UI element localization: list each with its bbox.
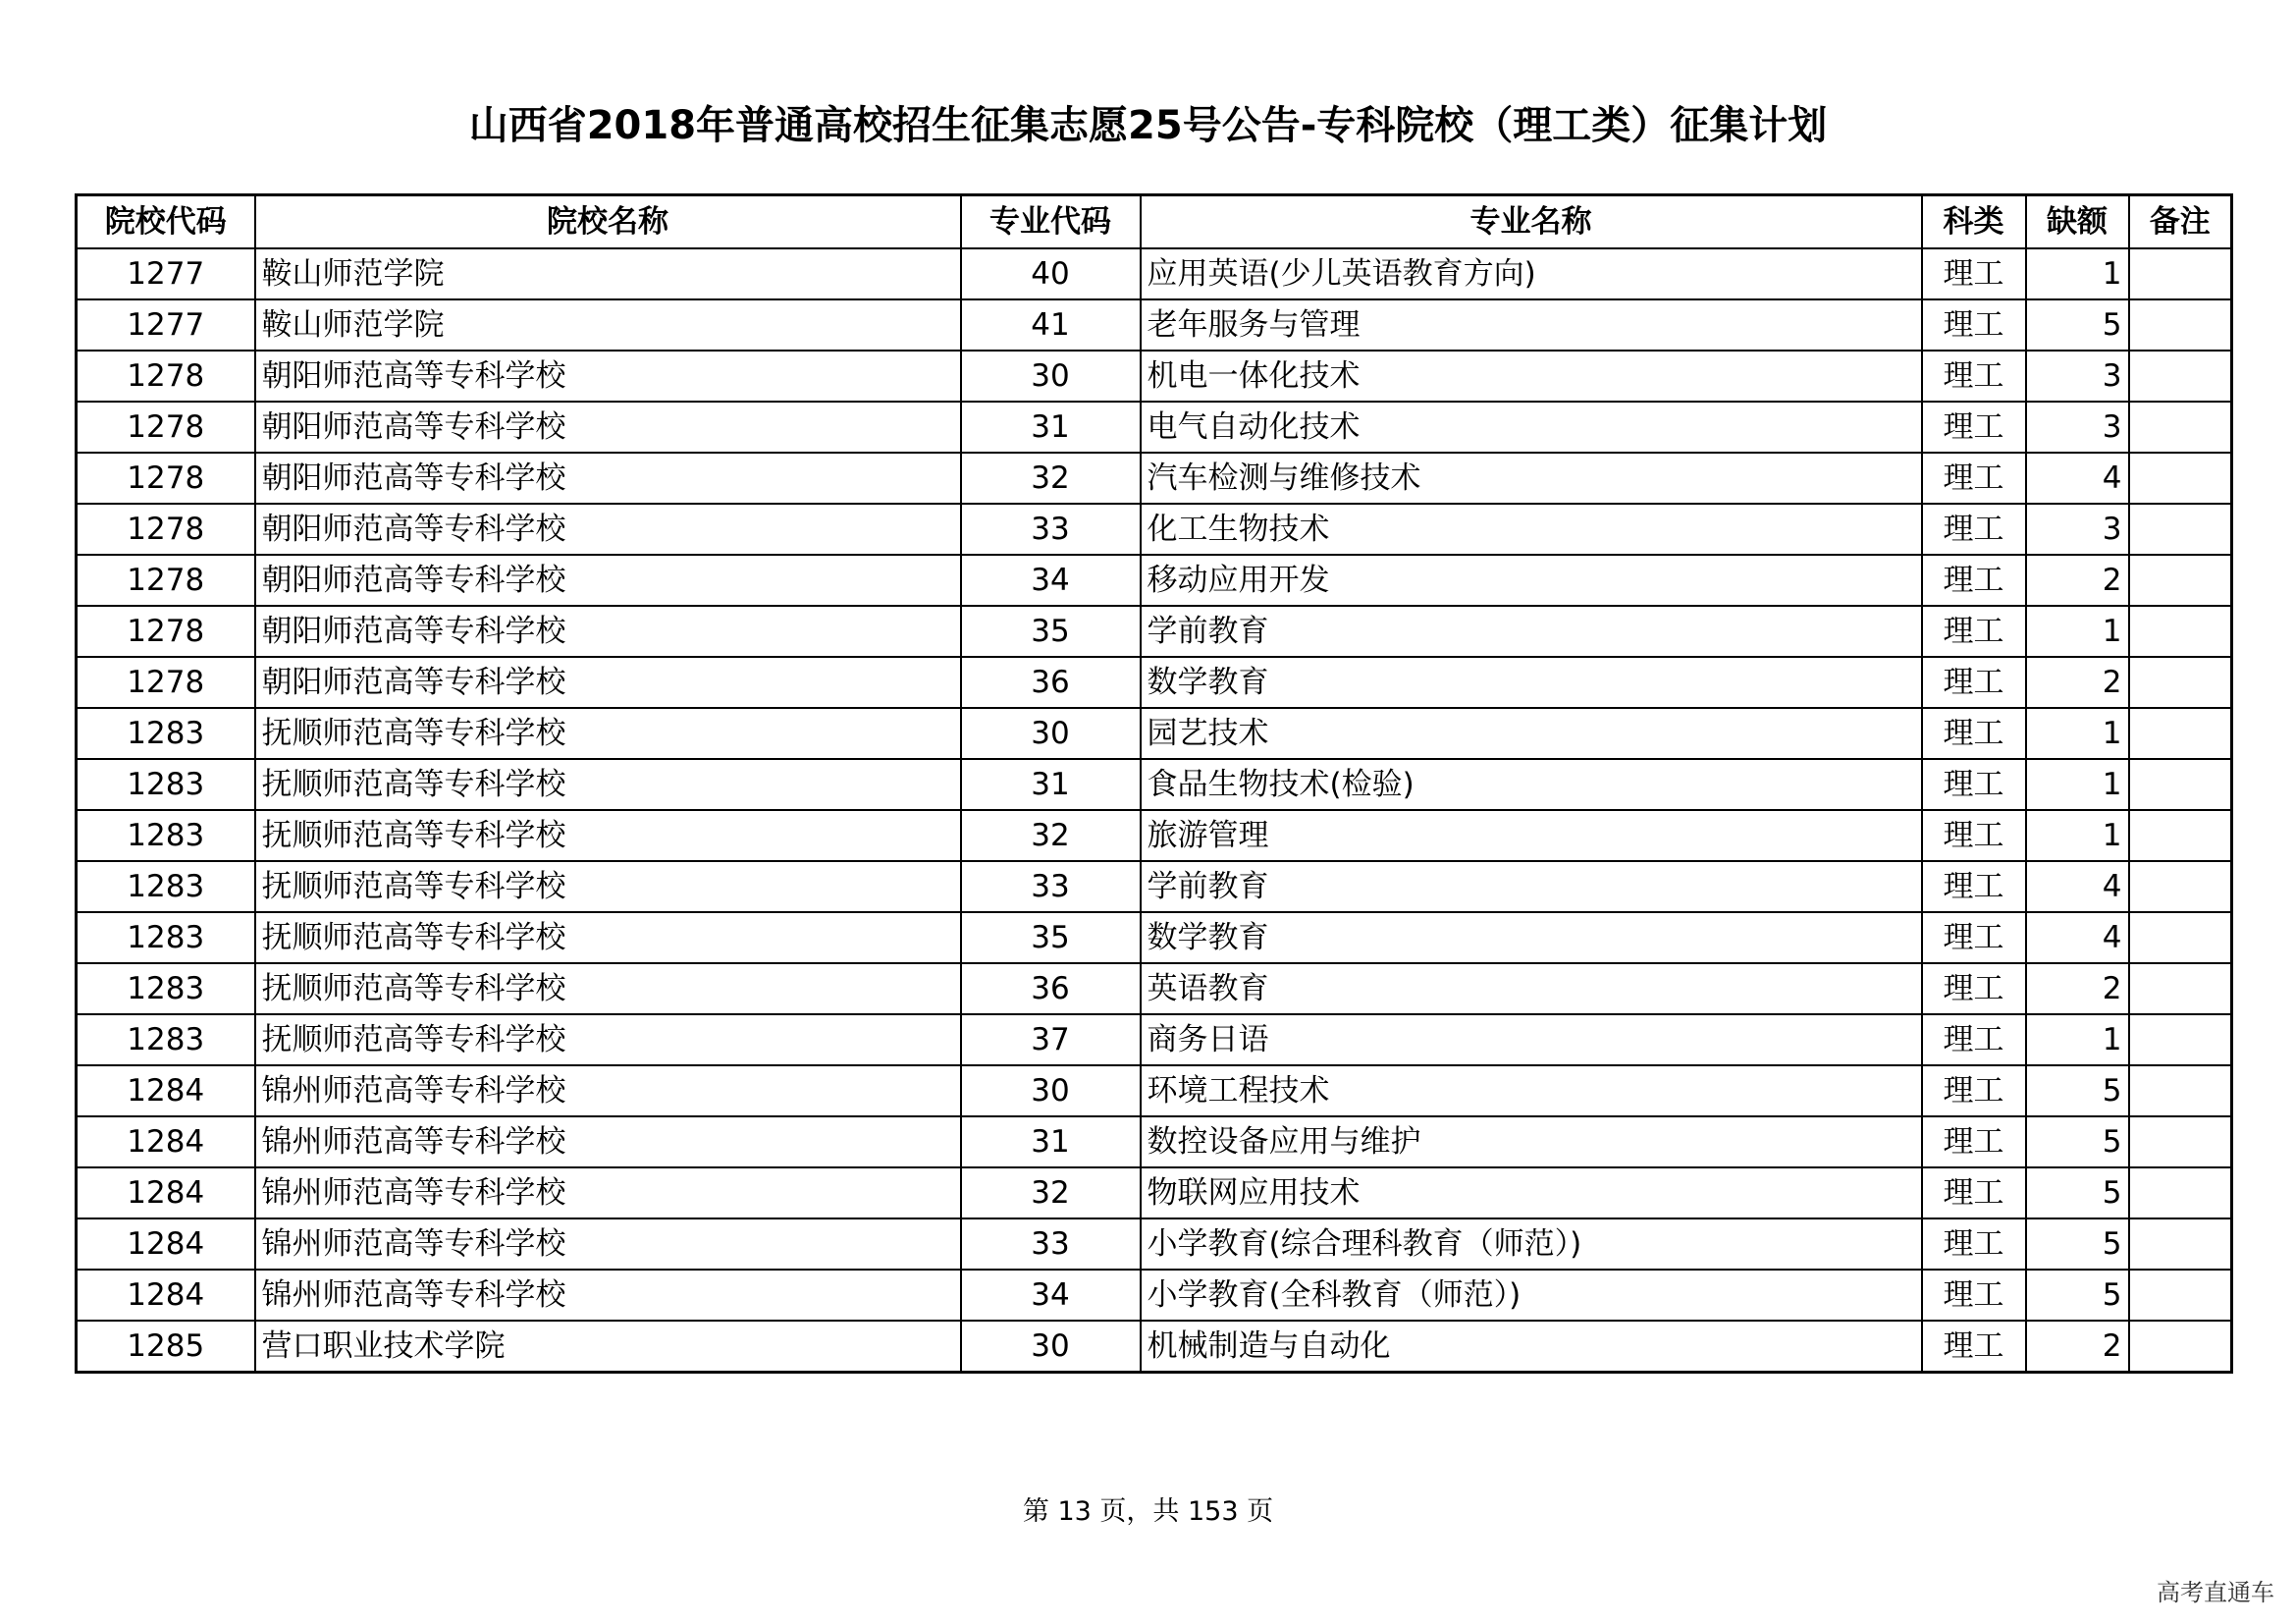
school-name-cell: 朝阳师范高等专科学校	[255, 453, 961, 504]
major-name-cell: 数控设备应用与维护	[1141, 1116, 1922, 1167]
table-row	[77, 555, 2232, 606]
vacancy-cell: 3	[2026, 402, 2129, 453]
remarks-cell	[2129, 912, 2232, 963]
vacancy-cell: 5	[2026, 1270, 2129, 1321]
school-name-cell: 朝阳师范高等专科学校	[255, 351, 961, 402]
vacancy-cell: 4	[2026, 861, 2129, 912]
school-name-cell: 锦州师范高等专科学校	[255, 1270, 961, 1321]
school-code-cell: 1278	[77, 606, 255, 657]
vacancy-cell: 4	[2026, 453, 2129, 504]
major-code-cell: 35	[961, 912, 1141, 963]
remarks-cell	[2129, 504, 2232, 555]
major-code-cell: 32	[961, 810, 1141, 861]
major-name-cell: 机械制造与自动化	[1141, 1321, 1922, 1373]
major-name-cell: 移动应用开发	[1141, 555, 1922, 606]
school-code-cell: 1284	[77, 1116, 255, 1167]
major-code-cell: 35	[961, 606, 1141, 657]
remarks-cell	[2129, 453, 2232, 504]
category-cell: 理工	[1922, 1014, 2026, 1065]
major-name-cell: 园艺技术	[1141, 708, 1922, 759]
table-row	[77, 453, 2232, 504]
table-row	[77, 708, 2232, 759]
major-code-cell: 31	[961, 402, 1141, 453]
school-code-cell: 1284	[77, 1270, 255, 1321]
category-cell: 理工	[1922, 1116, 2026, 1167]
school-code-cell: 1283	[77, 810, 255, 861]
remarks-cell	[2129, 657, 2232, 708]
school-name-cell: 抚顺师范高等专科学校	[255, 963, 961, 1014]
school-name-cell: 锦州师范高等专科学校	[255, 1167, 961, 1218]
major-code-cell: 30	[961, 708, 1141, 759]
remarks-cell	[2129, 402, 2232, 453]
remarks-cell	[2129, 963, 2232, 1014]
header-category: 科类	[1922, 195, 2026, 249]
remarks-cell	[2129, 299, 2232, 351]
school-name-cell: 鞍山师范学院	[255, 299, 961, 351]
table-row	[77, 861, 2232, 912]
vacancy-cell: 5	[2026, 299, 2129, 351]
school-code-cell: 1284	[77, 1065, 255, 1116]
category-cell: 理工	[1922, 861, 2026, 912]
category-cell: 理工	[1922, 1167, 2026, 1218]
school-code-cell: 1278	[77, 555, 255, 606]
school-name-cell: 抚顺师范高等专科学校	[255, 708, 961, 759]
major-code-cell: 36	[961, 657, 1141, 708]
school-code-cell: 1278	[77, 351, 255, 402]
vacancy-cell: 2	[2026, 1321, 2129, 1373]
vacancy-cell: 1	[2026, 606, 2129, 657]
school-code-cell: 1277	[77, 299, 255, 351]
category-cell: 理工	[1922, 1218, 2026, 1270]
category-cell: 理工	[1922, 657, 2026, 708]
remarks-cell	[2129, 1116, 2232, 1167]
major-name-cell: 学前教育	[1141, 606, 1922, 657]
major-code-cell: 41	[961, 299, 1141, 351]
school-name-cell: 锦州师范高等专科学校	[255, 1065, 961, 1116]
major-code-cell: 33	[961, 861, 1141, 912]
table-row	[77, 1218, 2232, 1270]
table-row	[77, 351, 2232, 402]
vacancy-cell: 4	[2026, 912, 2129, 963]
major-code-cell: 30	[961, 1321, 1141, 1373]
vacancy-cell: 1	[2026, 1014, 2129, 1065]
major-name-cell: 英语教育	[1141, 963, 1922, 1014]
major-name-cell: 电气自动化技术	[1141, 402, 1922, 453]
category-cell: 理工	[1922, 555, 2026, 606]
table-row	[77, 1167, 2232, 1218]
major-code-cell: 32	[961, 453, 1141, 504]
major-name-cell: 小学教育(综合理科教育（师范）)	[1141, 1218, 1922, 1270]
remarks-cell	[2129, 1065, 2232, 1116]
table-row	[77, 606, 2232, 657]
school-name-cell: 锦州师范高等专科学校	[255, 1116, 961, 1167]
table-row	[77, 1065, 2232, 1116]
school-name-cell: 抚顺师范高等专科学校	[255, 912, 961, 963]
category-cell: 理工	[1922, 504, 2026, 555]
major-code-cell: 34	[961, 1270, 1141, 1321]
school-code-cell: 1278	[77, 453, 255, 504]
vacancy-cell: 2	[2026, 555, 2129, 606]
school-code-cell: 1284	[77, 1218, 255, 1270]
table-row	[77, 1116, 2232, 1167]
remarks-cell	[2129, 708, 2232, 759]
category-cell: 理工	[1922, 759, 2026, 810]
remarks-cell	[2129, 606, 2232, 657]
school-name-cell: 营口职业技术学院	[255, 1321, 961, 1373]
category-cell: 理工	[1922, 299, 2026, 351]
vacancy-cell: 5	[2026, 1218, 2129, 1270]
vacancy-cell: 3	[2026, 351, 2129, 402]
school-code-cell: 1283	[77, 963, 255, 1014]
major-name-cell: 环境工程技术	[1141, 1065, 1922, 1116]
major-code-cell: 37	[961, 1014, 1141, 1065]
school-name-cell: 朝阳师范高等专科学校	[255, 402, 961, 453]
category-cell: 理工	[1922, 606, 2026, 657]
school-code-cell: 1278	[77, 402, 255, 453]
table-row	[77, 912, 2232, 963]
major-name-cell: 旅游管理	[1141, 810, 1922, 861]
school-code-cell: 1277	[77, 248, 255, 299]
school-name-cell: 抚顺师范高等专科学校	[255, 810, 961, 861]
recruitment-plan-table	[75, 193, 2233, 1374]
major-name-cell: 商务日语	[1141, 1014, 1922, 1065]
category-cell: 理工	[1922, 912, 2026, 963]
category-cell: 理工	[1922, 1321, 2026, 1373]
header-school-name: 院校名称	[255, 195, 961, 249]
school-name-cell: 朝阳师范高等专科学校	[255, 555, 961, 606]
school-code-cell: 1283	[77, 861, 255, 912]
vacancy-cell: 1	[2026, 248, 2129, 299]
school-code-cell: 1284	[77, 1167, 255, 1218]
remarks-cell	[2129, 555, 2232, 606]
table-row	[77, 810, 2232, 861]
remarks-cell	[2129, 1014, 2232, 1065]
remarks-cell	[2129, 1167, 2232, 1218]
table-row	[77, 657, 2232, 708]
vacancy-cell: 2	[2026, 657, 2129, 708]
school-code-cell: 1278	[77, 657, 255, 708]
major-code-cell: 31	[961, 1116, 1141, 1167]
page-number: 第 13 页，共 153 页	[1022, 1496, 1274, 1527]
major-code-cell: 33	[961, 504, 1141, 555]
major-code-cell: 40	[961, 248, 1141, 299]
school-code-cell: 1278	[77, 504, 255, 555]
school-name-cell: 朝阳师范高等专科学校	[255, 606, 961, 657]
header-vacancy: 缺额	[2026, 195, 2129, 249]
school-name-cell: 抚顺师范高等专科学校	[255, 1014, 961, 1065]
vacancy-cell: 5	[2026, 1116, 2129, 1167]
remarks-cell	[2129, 810, 2232, 861]
category-cell: 理工	[1922, 963, 2026, 1014]
school-name-cell: 朝阳师范高等专科学校	[255, 657, 961, 708]
major-name-cell: 食品生物技术(检验)	[1141, 759, 1922, 810]
table-row	[77, 248, 2232, 299]
school-code-cell: 1283	[77, 759, 255, 810]
header-school-code: 院校代码	[77, 195, 255, 249]
school-name-cell: 鞍山师范学院	[255, 248, 961, 299]
category-cell: 理工	[1922, 708, 2026, 759]
major-name-cell: 数学教育	[1141, 912, 1922, 963]
watermark: 高考直通车	[2157, 1579, 2274, 1606]
table-row	[77, 1270, 2232, 1321]
document-title: 山西省2018年普通高校招生征集志愿25号公告-专科院校（理工类）征集计划	[468, 103, 1828, 148]
header-major-code: 专业代码	[961, 195, 1141, 249]
remarks-cell	[2129, 248, 2232, 299]
remarks-cell	[2129, 1218, 2232, 1270]
vacancy-cell: 5	[2026, 1065, 2129, 1116]
table-row	[77, 299, 2232, 351]
major-code-cell: 31	[961, 759, 1141, 810]
major-name-cell: 机电一体化技术	[1141, 351, 1922, 402]
category-cell: 理工	[1922, 1065, 2026, 1116]
category-cell: 理工	[1922, 810, 2026, 861]
major-name-cell: 应用英语(少儿英语教育方向)	[1141, 248, 1922, 299]
school-name-cell: 朝阳师范高等专科学校	[255, 504, 961, 555]
header-remarks: 备注	[2129, 195, 2232, 249]
category-cell: 理工	[1922, 1270, 2026, 1321]
category-cell: 理工	[1922, 248, 2026, 299]
major-code-cell: 34	[961, 555, 1141, 606]
vacancy-cell: 1	[2026, 708, 2129, 759]
vacancy-cell: 3	[2026, 504, 2129, 555]
remarks-cell	[2129, 1321, 2232, 1373]
major-code-cell: 30	[961, 1065, 1141, 1116]
table-header-row	[77, 195, 2232, 249]
table-row	[77, 402, 2232, 453]
major-code-cell: 33	[961, 1218, 1141, 1270]
major-name-cell: 汽车检测与维修技术	[1141, 453, 1922, 504]
table-row	[77, 504, 2232, 555]
major-code-cell: 36	[961, 963, 1141, 1014]
major-name-cell: 老年服务与管理	[1141, 299, 1922, 351]
school-code-cell: 1283	[77, 708, 255, 759]
remarks-cell	[2129, 351, 2232, 402]
header-major-name: 专业名称	[1141, 195, 1922, 249]
vacancy-cell: 5	[2026, 1167, 2129, 1218]
major-name-cell: 小学教育(全科教育（师范）)	[1141, 1270, 1922, 1321]
major-name-cell: 物联网应用技术	[1141, 1167, 1922, 1218]
table-row	[77, 759, 2232, 810]
major-name-cell: 化工生物技术	[1141, 504, 1922, 555]
category-cell: 理工	[1922, 453, 2026, 504]
school-code-cell: 1285	[77, 1321, 255, 1373]
school-name-cell: 锦州师范高等专科学校	[255, 1218, 961, 1270]
category-cell: 理工	[1922, 402, 2026, 453]
remarks-cell	[2129, 759, 2232, 810]
table-body	[77, 248, 2232, 1373]
table-row	[77, 1014, 2232, 1065]
remarks-cell	[2129, 1270, 2232, 1321]
category-cell: 理工	[1922, 351, 2026, 402]
school-name-cell: 抚顺师范高等专科学校	[255, 861, 961, 912]
table-row	[77, 963, 2232, 1014]
table-row	[77, 1321, 2232, 1373]
major-name-cell: 数学教育	[1141, 657, 1922, 708]
remarks-cell	[2129, 861, 2232, 912]
school-code-cell: 1283	[77, 1014, 255, 1065]
vacancy-cell: 1	[2026, 759, 2129, 810]
major-code-cell: 30	[961, 351, 1141, 402]
major-code-cell: 32	[961, 1167, 1141, 1218]
vacancy-cell: 2	[2026, 963, 2129, 1014]
major-name-cell: 学前教育	[1141, 861, 1922, 912]
school-name-cell: 抚顺师范高等专科学校	[255, 759, 961, 810]
vacancy-cell: 1	[2026, 810, 2129, 861]
school-code-cell: 1283	[77, 912, 255, 963]
